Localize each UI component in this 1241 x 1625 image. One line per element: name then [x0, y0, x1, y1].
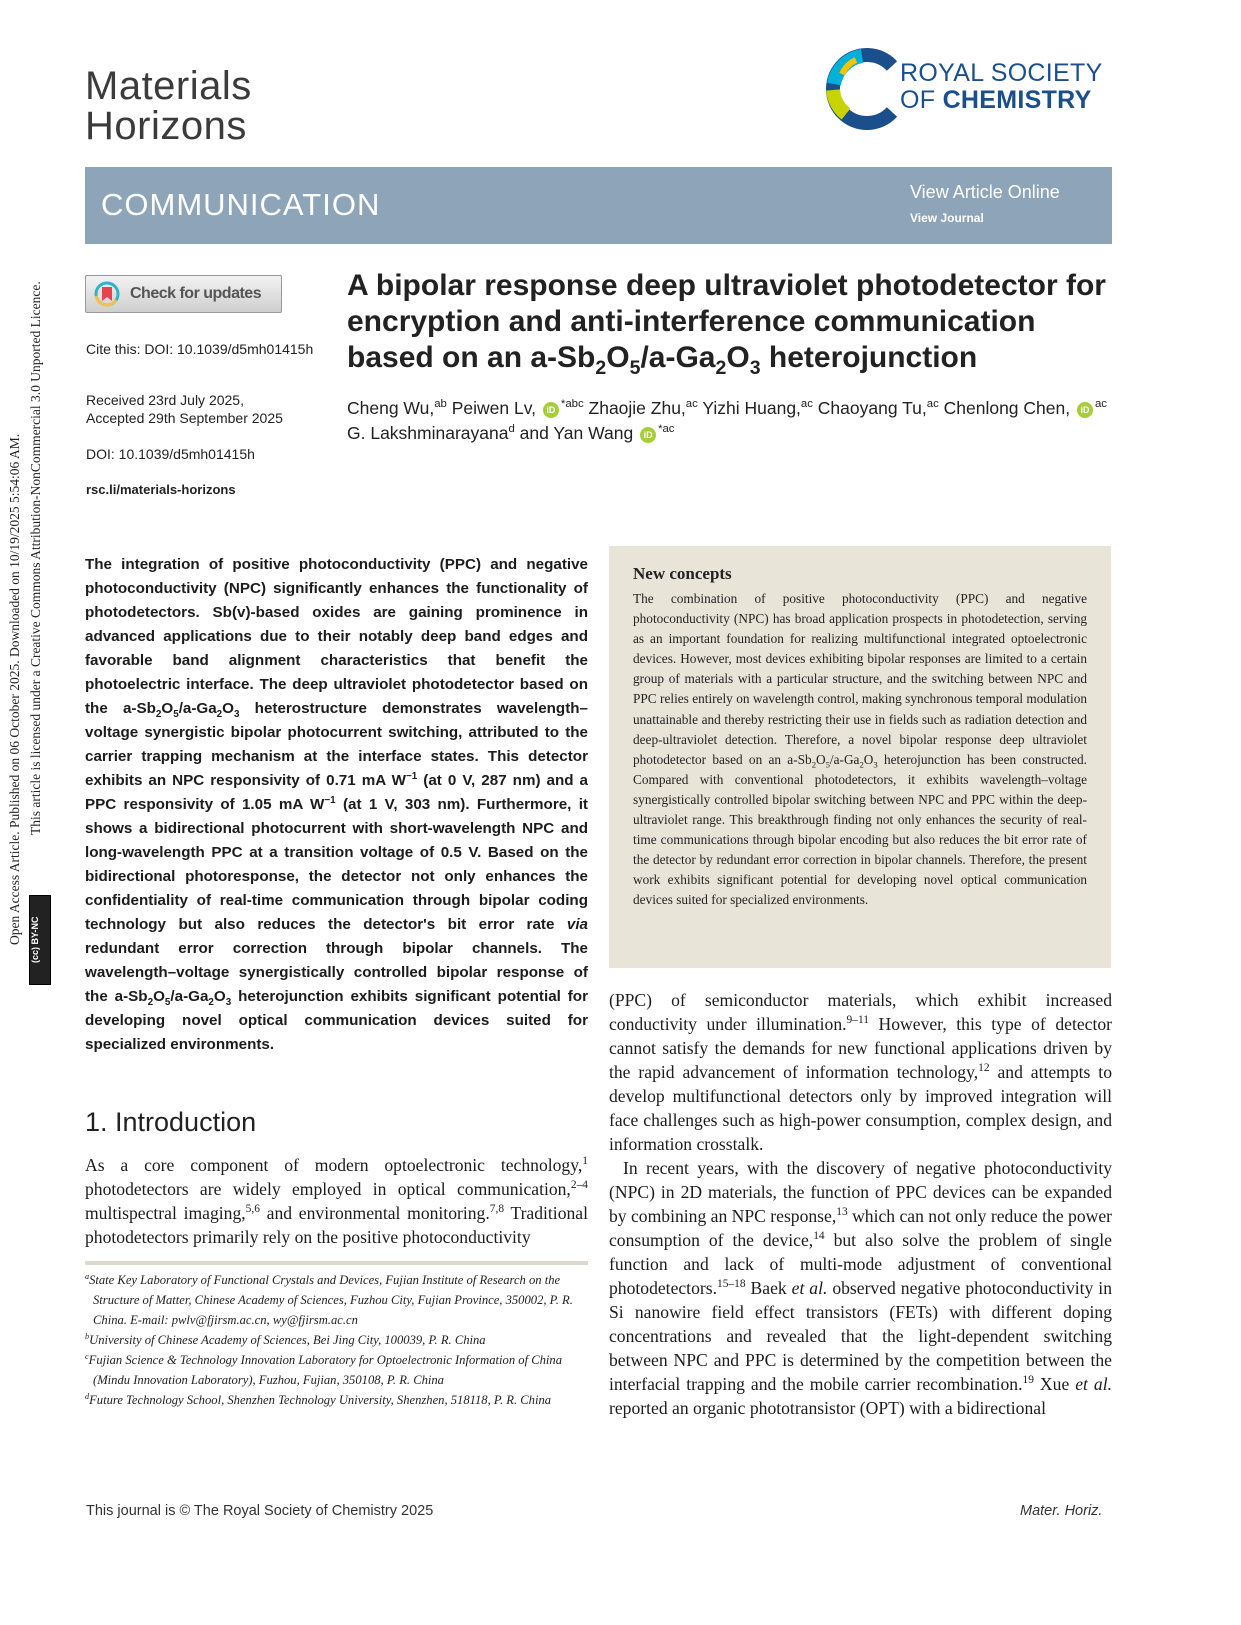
text-run: ac [685, 398, 698, 411]
text-run: ab [434, 398, 447, 411]
text-run: ) significantly enhances the functionality of photodetectors. Sb(v)-based oxides are gaining prominence in advanced applications due to their notably deep band edges and favorable band alignment characteristics that benefit the photoelectric interface. The deep ultraviolet photodetector based on the a-Sb [85, 580, 588, 717]
publisher-name-line1: ROYAL SOCIETY [900, 59, 1103, 87]
footnote-mark: c [85, 1351, 89, 1361]
text-run: heterojunction exhibits significant potential for developing novel optical communication devices suited for specialized environments. [85, 988, 588, 1053]
cc-by-nc-badge[interactable]: (cc) BY-NC [29, 895, 51, 985]
text-run: O [606, 341, 630, 374]
affiliation-footnote [85, 1350, 588, 1390]
text-run: 13 [836, 1206, 848, 1219]
check-for-updates-button[interactable] [85, 275, 282, 313]
text-run: responsivity of [116, 796, 242, 813]
text-run: and environmental monitoring. [259, 1203, 490, 1223]
text-run: 2 [155, 709, 162, 721]
text-run: /a-Ga [178, 700, 217, 717]
journal-name-line2: Horizons [85, 104, 247, 148]
paragraph [85, 1153, 588, 1249]
text-run: 19 [1022, 1374, 1034, 1387]
orcid-icon[interactable]: iD [543, 402, 559, 418]
paragraph [609, 1156, 1112, 1420]
check-for-updates-label: Check for updates [130, 285, 262, 302]
left-column [85, 553, 588, 1410]
text-run: 5 [629, 357, 641, 379]
license-sidebar [4, 185, 54, 945]
publisher-name-bold: CHEMISTRY [942, 86, 1092, 114]
text-run: 2 [859, 759, 864, 770]
text-run: and Yan Wang [514, 423, 639, 443]
journal-logo [85, 66, 252, 146]
section-heading-introduction: 1. Introduction [85, 1107, 257, 1137]
footnote-mark: b [85, 1331, 90, 1341]
new-concepts-heading: New concepts [633, 564, 732, 583]
text-run: 2 [811, 759, 816, 770]
text-run: 2 [147, 997, 154, 1009]
text-run: /a-Ga [170, 988, 209, 1005]
text-run: Peiwen Lv, [446, 398, 541, 418]
license-notice[interactable]: This article is licensed under a Creative Commons Attribution-NonCommercial 3.0 Unported Licence. [28, 281, 43, 835]
text-run: PPC [211, 844, 243, 861]
text-run: 3 [225, 997, 232, 1009]
text-run: responsivity of [204, 772, 327, 789]
text-run: The integration of positive photoconductivity ( [85, 556, 445, 573]
text-run: et al. [1075, 1374, 1112, 1394]
rsc-emblem-icon [822, 44, 912, 134]
text-run: Traditional photodetectors primarily rely on the positive photoconductivity [85, 1203, 588, 1247]
text-run: 12 [978, 1062, 990, 1075]
text-run: A bipolar response deep ultraviolet photodetector for encryption and anti-interference communication based on an a-Sb [347, 269, 1106, 374]
text-run: at a transition voltage of 0.5 V. Based on the bidirectional photoresponse, the detector not only enhances the confidentiality of real-time communication through bipolar coding technology but also reduces the detector's bit error rate [85, 844, 588, 933]
text-run: 5,6 [245, 1203, 260, 1216]
text-run: photodetectors are widely employed in optical communication, [85, 1179, 571, 1199]
text-run: ac [1094, 398, 1107, 411]
text-run: O [222, 700, 234, 717]
abstract [85, 553, 588, 1057]
text-run: 5 [173, 709, 179, 721]
view-article-online-link[interactable]: View Article Online [910, 182, 1060, 202]
new-concepts-text [633, 589, 1087, 911]
author-list [347, 396, 1117, 446]
text-run: d [508, 423, 515, 436]
text-run: et al. [791, 1278, 828, 1298]
article-header [347, 268, 1117, 446]
text-run: *ac [658, 423, 675, 436]
check-updates-icon [94, 281, 120, 307]
text-run: Yizhi Huang, [697, 398, 801, 418]
text-run: reported an organic phototransistor (OPT) with a bidirectional [609, 1398, 1046, 1418]
text-run: 3 [749, 357, 761, 379]
text-run: PPC [85, 796, 117, 813]
rsc-logo[interactable] [822, 44, 1122, 134]
text-run: ac [926, 398, 939, 411]
right-column [609, 546, 1112, 1420]
journal-link[interactable]: rsc.li/materials-horizons [86, 482, 236, 497]
article-title [347, 268, 1117, 379]
text-run: which can not only reduce the power consumption of the device, [609, 1206, 1112, 1250]
text-run: multispectral imaging, [85, 1203, 246, 1223]
footnote-text: State Key Laboratory of Functional Crystals and Devices, Fujian Institute of Research on the Structure of Matter, Chinese Academy of Sciences, Fuzhou City, Fujian Province, 350002, P. R. China. E-mail: pwlv@fjirsm.ac.cn, wy@fjirsm.ac.cn [89, 1273, 573, 1327]
text-run: As a core component of modern optoelectronic technology, [85, 1155, 583, 1175]
text-run: Xue [1033, 1374, 1076, 1394]
text-run: via [566, 916, 588, 933]
text-run: 2 [216, 709, 223, 721]
text-run: O [863, 751, 874, 767]
affiliation-footnote [85, 1270, 588, 1330]
text-run: The combination of positive photoconductivity (PPC) and negative photoconductivity (NPC) has broad application prospects in photodetection, serving as an important foundation for realizing multifunctional integrated optoelectronic devices. However, most devices exhibiting bipolar responses are limited to a certain group of materials with a particular structure, and the switching between NPC and PPC relies entirely on wavelength control, making synchronous temporal modulation unattainable and thereby restricting their use in fields such as radiation detection and deep-ultraviolet detection. Therefore, a novel bipolar response deep ultraviolet photodetector based on an a-Sb [633, 591, 1087, 767]
text-run: In recent years, with the discovery of negative photoconductivity (NPC) in 2D materials, the function of PPC devices can be expanded by combining an NPC response, [609, 1158, 1112, 1226]
cite-this: Cite this: DOI: 10.1039/d5mh01415h [86, 341, 314, 357]
text-run: PPC [444, 556, 476, 573]
copyright-footer: This journal is © The Royal Society of Chemistry 2025 [86, 1503, 434, 1519]
text-run: /a-Ga [829, 751, 860, 767]
journal-name-line1: Materials [85, 64, 252, 108]
introduction-text [85, 1153, 588, 1249]
text-run: heterojunction [760, 341, 978, 374]
footnote-text: University of Chinese Academy of Sciences, Bei Jing City, 100039, P. R. China [89, 1333, 486, 1347]
text-run: mA W [271, 796, 325, 813]
view-journal-link[interactable]: View Journal [910, 211, 984, 225]
text-run: heterojunction has been constructed. Compared with conventional photodetectors, it exhibits wavelength–voltage synergistically controlled bipolar switching between NPC and PPC within the deep-ultraviolet range. This breakthrough finding not only enhances the security of real-time communications through bipolar encoding but also reduces the bit error rate of the detector by redundant error correction in bipolar channels. Therefore, the present work exhibits significant potential for developing novel optical communication devices suited for specialized environments. [633, 751, 1087, 908]
orcid-icon[interactable]: iD [640, 427, 656, 443]
text-run: 2 [595, 357, 607, 379]
text-run: 5 [164, 997, 171, 1009]
footnote-mark: a [85, 1271, 90, 1281]
affiliation-footnote [85, 1390, 588, 1410]
text-run: Baek [745, 1278, 792, 1298]
new-concepts-box [609, 546, 1111, 968]
text-run: but also solve the problem of single function and lack of multi-mode adjustment of conventional photodetectors. [609, 1230, 1112, 1298]
text-run: O [213, 988, 226, 1005]
received-date: Received 23rd July 2025, [86, 392, 244, 408]
affiliations [85, 1270, 588, 1410]
text-run: (PPC) of semiconductor materials, which exhibit increased conductivity under illumination. [609, 990, 1112, 1034]
text-run: 1.05 [241, 796, 272, 813]
text-run: However, this type of detector cannot satisfy the demands for new functional applications driven by the rapid advancement of information technology, [609, 1014, 1112, 1082]
text-run: 15–18 [716, 1278, 746, 1291]
text-run: 1 [582, 1155, 588, 1168]
text-run: 3 [873, 759, 878, 770]
text-run: NPC [228, 580, 261, 597]
text-run: O [161, 700, 174, 717]
doi[interactable]: DOI: 10.1039/d5mh01415h [86, 446, 255, 462]
text-run: −1 [405, 770, 418, 782]
text-run: ) and negative photoconductivity ( [85, 556, 588, 597]
text-run: 7,8 [489, 1203, 505, 1216]
text-run: (at 1 V, 303 nm). Furthermore, it shows a bidirectional photocurrent with short-wavelength NPC and long-wavelength [85, 796, 588, 861]
text-run: 3 [234, 709, 240, 721]
text-run: Chenlong Chen, [938, 398, 1075, 418]
text-run: −1 [324, 794, 336, 806]
text-run: G. Lakshminarayana [347, 423, 509, 443]
footnote-text: Fujian Science & Technology Innovation Laboratory for Optoelectronic Information of China (Mindu Innovation Laboratory), Fuzhou, Fujian, 350108, P. R. China [88, 1353, 563, 1387]
text-run: ac [800, 398, 813, 411]
text-run: 2 [715, 357, 727, 379]
orcid-icon[interactable]: iD [1077, 402, 1093, 418]
text-run: mA W [355, 772, 406, 789]
article-type: COMMUNICATION [101, 187, 381, 222]
text-run: O [153, 988, 165, 1005]
text-run: NPC [172, 772, 205, 789]
text-run: observed negative photoconductivity in Si nanowire field effect transistors (FETs) with different doping concentrations and revealed that the light-dependent switching between NPC and PPC is determined by the competition between the interfacial trapping and the mobile carrier recombination. [609, 1278, 1112, 1394]
publisher-name-prefix: OF [900, 86, 943, 114]
right-column-text [609, 988, 1112, 1420]
text-run: (at 0 V, 287 nm) and a [417, 772, 588, 789]
text-run: redundant error correction through bipolar channels. The wavelength–voltage synergistically controlled bipolar response of the a-Sb [85, 940, 588, 1005]
text-run: Cheng Wu, [347, 398, 435, 418]
text-run: /a-Ga [640, 341, 716, 374]
footnote-divider [85, 1261, 588, 1265]
footnote-text: Future Technology School, Shenzhen Technology University, Shenzhen, 518118, P. R. China [89, 1393, 552, 1407]
text-run: heterostructure demonstrates wavelength–voltage synergistic bipolar photocurrent switching, attributed to the carrier trapping mechanism at the interface states. This detector exhibits an [85, 700, 588, 789]
text-run: 5 [825, 759, 830, 770]
accepted-date: Accepted 29th September 2025 [86, 410, 283, 426]
text-run: *abc [560, 398, 584, 411]
text-run: 0.71 [326, 772, 356, 789]
affiliation-footnote [85, 1330, 588, 1350]
article-type-banner [85, 167, 1112, 244]
text-run: O [726, 341, 750, 374]
text-run: Chaoyang Tu, [812, 398, 927, 418]
text-run: Zhaojie Zhu, [583, 398, 686, 418]
journal-abbrev-footer: Mater. Horiz. [1020, 1503, 1103, 1519]
paragraph [609, 988, 1112, 1156]
text-run: and attempts to develop multifunctional detectors only by improved integration will face challenges such as high-power consumption, complex design, and information crosstalk. [609, 1062, 1112, 1154]
text-run: 14 [813, 1230, 825, 1243]
text-run: 2 [208, 997, 214, 1009]
footnote-mark: d [85, 1391, 90, 1401]
open-access-notice: Open Access Article. Published on 06 October 2025. Downloaded on 10/19/2025 5:54:06 AM. [7, 433, 22, 945]
text-run: 9–11 [846, 1014, 869, 1027]
text-run: O [816, 751, 826, 767]
text-run: 2–4 [570, 1179, 588, 1192]
